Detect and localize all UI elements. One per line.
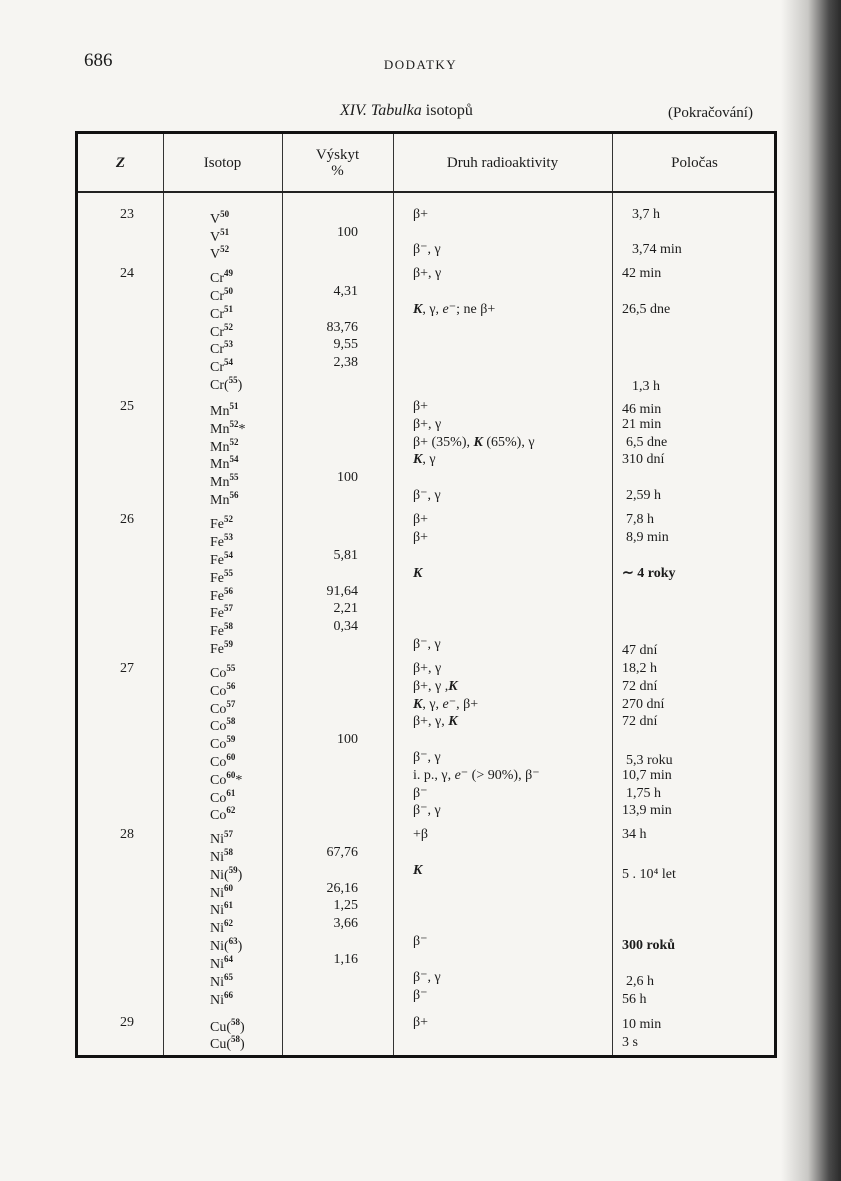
atomic-number: 25 [120,399,134,414]
element-symbol: Cr [210,342,224,357]
element-symbol: Mn [210,404,230,419]
element-symbol: Cu( [210,1020,231,1035]
occurrence-percent: 2,21 [333,601,358,616]
decay-type: i. p., γ, e⁻ (> 90%), β⁻ [413,768,540,783]
decay-type: +β [413,827,429,842]
decay-type: β+ [413,399,429,414]
element-symbol: Fe [210,624,224,639]
isotope-symbol [210,241,229,263]
occurrence-percent: 4,31 [333,284,358,299]
isotope-symbol [210,802,235,824]
header-polocas: Poločas [671,154,718,171]
header-z: Z [115,154,126,171]
mass-number: 62 [224,918,233,928]
mass-number: 64 [224,954,233,964]
mass-number: 54 [224,550,233,560]
decay-type: β⁻ [413,988,428,1003]
element-symbol: Co [210,737,227,752]
occurrence-percent: 1,25 [333,898,358,913]
half-life: 72 dní [622,679,658,694]
table-caption [340,102,473,120]
mass-number: 54 [229,454,239,464]
decay-type: β⁻, γ [413,488,441,503]
element-symbol: Fe [210,642,224,657]
mass-number: 63 [228,936,238,946]
decay-type: β+, γ [413,266,442,281]
occurrence-percent: 91,64 [326,584,358,599]
half-life: 10,7 min [622,768,672,783]
element-symbol: Ni [210,886,224,901]
element-symbol: Co [210,791,227,806]
atomic-number: 29 [120,1015,134,1030]
half-life: 3,74 min [632,242,682,257]
mass-number: 58 [231,1034,240,1044]
isotope-table [75,131,777,1058]
atomic-number: 24 [120,266,134,281]
decay-type: K [413,566,423,581]
element-symbol: V [210,230,221,245]
decay-type: β+ [413,530,429,545]
element-symbol: Ni [210,957,224,972]
caption-roman: XIV. [340,102,367,119]
half-life: 72 dní [622,714,658,729]
decay-type: K, γ [413,452,436,467]
element-symbol: Fe [210,606,224,621]
decay-type: K, γ, e⁻, β+ [413,697,479,712]
element-symbol: Mn [210,493,230,508]
header-vyskyt-label: Výskyt [315,146,360,163]
element-symbol: Ni( [210,868,229,883]
element-symbol: Co [210,755,227,770]
decay-type: β+, γ [413,661,442,676]
half-life: 310 dní [622,452,665,467]
element-symbol: Mn [210,440,230,455]
half-life: 5 . 10⁴ let [622,867,676,882]
element-symbol: V [210,212,221,227]
atomic-number: 26 [120,512,134,527]
half-life: 18,2 h [622,661,657,676]
element-symbol: Co [210,719,227,734]
column-divider [282,134,283,1055]
element-symbol: Ni [210,903,224,918]
occurrence-percent: 83,76 [326,320,358,335]
element-symbol: Cr( [210,378,229,393]
mass-number: 59 [224,639,233,649]
element-symbol: Cr [210,325,224,340]
half-life: 56 h [622,992,647,1007]
isotope-suffix: ) [237,378,243,393]
mass-number: 54 [224,357,233,367]
mass-number: 58 [224,621,233,631]
element-symbol: Fe [210,553,224,568]
isotope-symbol [210,372,242,394]
mass-number: 50 [224,286,233,296]
element-symbol: V [210,247,221,262]
decay-type: K [413,863,423,878]
decay-type: β+, γ [413,417,442,432]
mass-number: 66 [224,990,233,1000]
mass-number: 52 [224,322,233,332]
element-symbol: Co [210,773,227,788]
decay-type: β⁻ [413,934,428,949]
mass-number: 52 [224,514,233,524]
mass-number: 50 [220,209,230,219]
header-vyskyt [282,134,393,191]
isotope-symbol [210,1031,245,1053]
running-head: DODATKY [383,57,458,72]
isotope-symbol [210,487,238,509]
mass-number: 53 [224,532,233,542]
decay-type: β⁻, γ [413,750,441,765]
element-symbol: Mn [210,457,230,472]
occurrence-percent: 100 [337,470,358,485]
mass-number: 55 [229,472,239,482]
isotope-suffix: ) [237,939,243,954]
half-life: 21 min [622,417,662,432]
occurrence-percent: 9,55 [333,337,358,352]
isotope-symbol [210,987,233,1009]
decay-type: β⁻, γ [413,803,441,818]
half-life: 1,3 h [632,379,660,394]
occurrence-percent: 100 [337,225,358,240]
isotope-suffix: ) [240,1020,245,1035]
occurrence-percent: 100 [337,732,358,747]
half-life: ∼ 4 roky [622,566,676,581]
decay-type: K, γ, e⁻; ne β+ [413,302,496,317]
element-symbol: Cr [210,271,224,286]
mass-number: 61 [224,900,233,910]
mass-number: 60 [226,770,236,780]
decay-type: β⁻ [413,786,428,801]
mass-number: 49 [224,268,233,278]
element-symbol: Ni [210,850,224,865]
mass-number: 57 [224,829,233,839]
half-life: 26,5 dne [622,302,671,317]
element-symbol: Ni [210,993,224,1008]
element-symbol: Co [210,702,227,717]
occurrence-percent: 3,66 [333,916,358,931]
isotope-suffix: * [235,773,243,788]
column-divider [612,134,613,1055]
half-life: 34 h [622,827,647,842]
header-druh: Druh radioaktivity [446,154,559,171]
half-life: 1,75 h [626,786,661,801]
atomic-number: 27 [120,661,134,676]
half-life: 10 min [622,1017,662,1032]
isotope-symbol [210,636,233,658]
half-life: 6,5 dne [626,435,668,450]
decay-type: β+ [413,207,429,222]
decay-type: β+, γ, K [413,714,458,729]
element-symbol: Fe [210,571,224,586]
element-symbol: Co [210,684,227,699]
isotope-suffix: ) [237,868,243,883]
half-life: 7,8 h [626,512,654,527]
atomic-number: 23 [120,207,134,222]
half-life: 3,7 h [632,207,660,222]
mass-number: 58 [224,847,233,857]
decay-type: β⁻, γ [413,637,441,652]
caption-italic: Tabulka [370,102,422,119]
element-symbol: Cr [210,289,224,304]
element-symbol: Ni [210,975,224,990]
header-rule [78,191,774,193]
occurrence-percent: 26,16 [326,881,358,896]
continuation-note: (Pokračování) [668,105,753,121]
element-symbol: Cr [210,360,224,375]
half-life: 2,6 h [626,974,654,989]
decay-type: β⁻, γ [413,970,441,985]
mass-number: 65 [224,972,233,982]
caption-rest: isotopů [425,102,473,119]
element-symbol: Ni [210,921,224,936]
element-symbol: Ni( [210,939,229,954]
half-life: 13,9 min [622,803,672,818]
half-life: 46 min [622,402,662,417]
element-symbol: Fe [210,535,224,550]
atomic-number: 28 [120,827,134,842]
element-symbol: Fe [210,589,224,604]
mass-number: 59 [228,865,238,875]
header-vyskyt-unit: % [331,162,344,179]
mass-number: 58 [226,716,236,726]
decay-type: β+ [413,1015,429,1030]
mass-number: 57 [226,699,236,709]
element-symbol: Co [210,808,227,823]
occurrence-percent: 1,16 [333,952,358,967]
half-life: 3 s [622,1035,638,1050]
mass-number: 56 [229,490,239,500]
column-divider [163,134,164,1055]
header-isotop: Isotop [203,154,242,171]
mass-number: 55 [226,663,236,673]
decay-type: β+, γ ,K [413,679,458,694]
mass-number: 59 [226,734,236,744]
mass-number: 51 [220,227,230,237]
column-divider [393,134,394,1055]
mass-number: 60 [226,752,236,762]
mass-number: 52 [220,244,230,254]
mass-number: 56 [224,586,233,596]
isotope-suffix: * [238,422,246,437]
mass-number: 51 [224,304,233,314]
mass-number: 60 [224,883,233,893]
element-symbol: Cr [210,307,224,322]
mass-number: 61 [226,788,236,798]
occurrence-percent: 0,34 [333,619,358,634]
mass-number: 57 [224,603,233,613]
decay-type: β⁻, γ [413,242,441,257]
half-life: 5,3 roku [626,753,673,768]
decay-type: β+ [413,512,429,527]
element-symbol: Cu( [210,1037,231,1052]
element-symbol: Co [210,666,227,681]
decay-type: β+ (35%), K (65%), γ [413,435,535,450]
page-edge-shadow [781,0,841,1181]
half-life: 270 dní [622,697,665,712]
half-life: 300 roků [622,938,676,953]
mass-number: 62 [226,805,236,815]
mass-number: 51 [229,401,239,411]
occurrence-percent: 2,38 [333,355,358,370]
mass-number: 53 [224,339,233,349]
occurrence-percent: 5,81 [333,548,358,563]
page-number: 686 [84,50,113,71]
mass-number: 55 [228,375,238,385]
half-life: 8,9 min [626,530,669,545]
mass-number: 58 [231,1017,240,1027]
mass-number: 55 [224,568,233,578]
half-life: 42 min [622,266,662,281]
element-symbol: Ni [210,832,224,847]
half-life: 47 dní [622,643,658,658]
half-life: 2,59 h [626,488,661,503]
mass-number: 56 [226,681,236,691]
occurrence-percent: 67,76 [326,845,358,860]
element-symbol: Fe [210,517,224,532]
isotope-suffix: ) [240,1037,245,1052]
element-symbol: Mn [210,475,230,490]
element-symbol: Mn [210,422,230,437]
mass-number: 52 [229,437,239,447]
mass-number: 52 [229,419,239,429]
